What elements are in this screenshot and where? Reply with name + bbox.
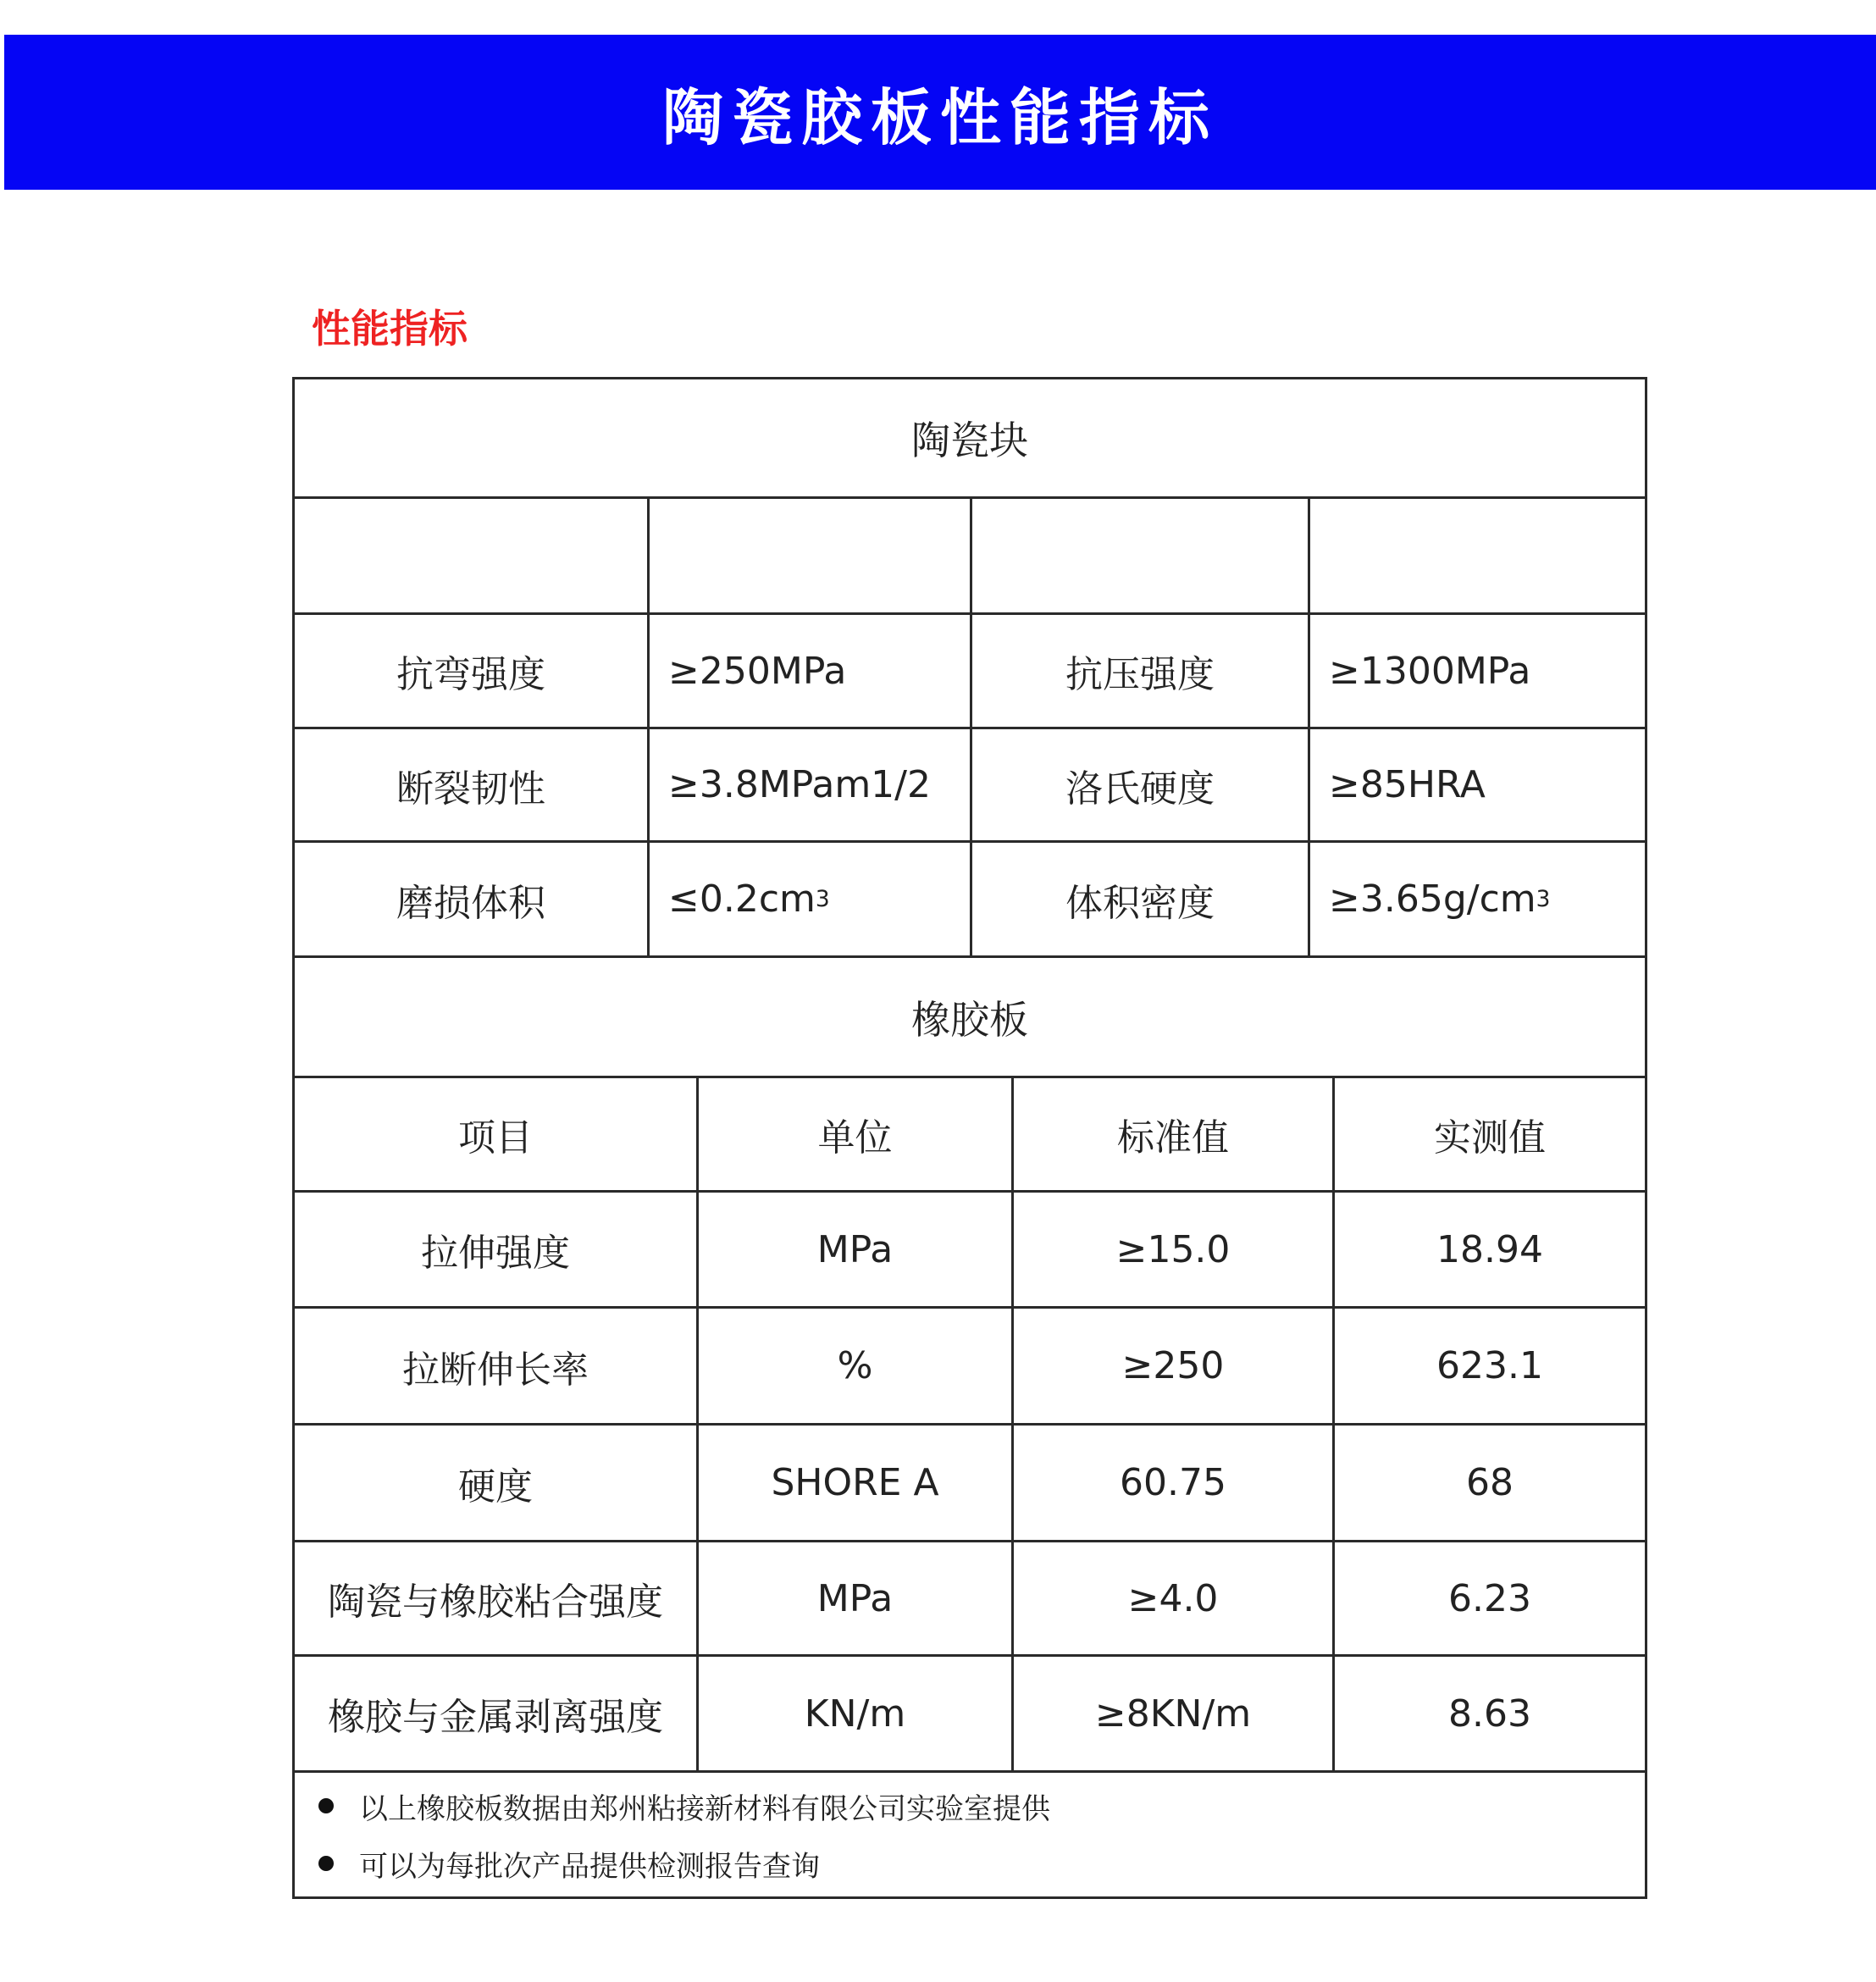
table-row [295, 843, 1645, 958]
item-cell: 硬度 [295, 1426, 699, 1540]
superscript: 3 [1536, 886, 1551, 912]
standard-cell: ≥8KN/m [1014, 1657, 1335, 1770]
bullet-icon [318, 1798, 334, 1813]
table-row [295, 729, 1645, 843]
measured-cell: 68 [1466, 1461, 1514, 1504]
rubber-title: 橡胶板 [911, 996, 1028, 1043]
note-text: 以上橡胶板数据由郑州粘接新材料有限公司实验室提供 [359, 1791, 1050, 1826]
property-label: 体积密度 [972, 843, 1310, 955]
spec-table [292, 377, 1647, 1899]
standard-cell: ≥15.0 [1014, 1193, 1335, 1306]
item-cell: 拉伸强度 [295, 1193, 699, 1306]
column-header: 单位 [699, 1078, 1014, 1190]
ceramic-title: 陶瓷块 [911, 418, 1028, 463]
item-cell: 橡胶与金属剥离强度 [295, 1657, 699, 1770]
measured-cell: 6.23 [1448, 1576, 1531, 1620]
ceramic-title-row [295, 379, 1645, 499]
rubber-title-row [295, 958, 1645, 1078]
property-value [650, 843, 972, 955]
property-value [1310, 843, 1645, 955]
list-item [318, 1835, 1645, 1892]
ceramic-header-cell [295, 499, 650, 612]
value-text: ≥3.65g/cm [1329, 878, 1536, 921]
banner-title: 陶瓷胶板性能指标 [661, 81, 1218, 153]
section-title: 性能指标 [312, 306, 468, 352]
standard-cell: ≥4.0 [1014, 1542, 1335, 1654]
table-row [295, 615, 1645, 729]
superscript: 3 [815, 886, 830, 912]
rubber-header-row [295, 1078, 1645, 1193]
column-header: 项目 [295, 1078, 699, 1190]
note-text: 可以为每批次产品提供检测报告查询 [359, 1849, 820, 1884]
property-value: ≥250MPa [650, 615, 972, 727]
property-label: 洛氏硬度 [972, 729, 1310, 840]
measured-cell: 18.94 [1436, 1227, 1543, 1271]
unit-cell: SHORE A [699, 1426, 1014, 1540]
column-header: 实测值 [1434, 1116, 1546, 1160]
property-value: ≥85HRA [1329, 763, 1486, 806]
ceramic-header-row [295, 499, 1645, 615]
table-row [295, 1193, 1645, 1309]
table-row [295, 1426, 1645, 1542]
notes-list [295, 1777, 1645, 1892]
standard-cell: 60.75 [1014, 1426, 1335, 1540]
bullet-icon [318, 1856, 334, 1871]
property-label: 抗压强度 [972, 615, 1310, 727]
property-label: 断裂韧性 [295, 729, 650, 840]
table-row [295, 1542, 1645, 1657]
property-label: 抗弯强度 [295, 615, 650, 727]
table-row [295, 1657, 1645, 1773]
ceramic-header-cell [1310, 499, 1645, 612]
measured-cell: 8.63 [1448, 1691, 1531, 1736]
value-text: ≤0.2cm [668, 878, 816, 921]
property-value: ≥3.8MPam1/2 [650, 729, 972, 840]
unit-cell: % [699, 1309, 1014, 1423]
property-value: ≥1300MPa [1329, 649, 1531, 693]
header-banner [4, 35, 1876, 190]
measured-cell: 623.1 [1436, 1344, 1543, 1387]
unit-cell: KN/m [699, 1657, 1014, 1770]
standard-cell: ≥250 [1014, 1309, 1335, 1423]
list-item [318, 1777, 1645, 1835]
item-cell: 拉断伸长率 [295, 1309, 699, 1423]
property-label: 磨损体积 [295, 843, 650, 955]
ceramic-header-cell [650, 499, 972, 612]
column-header: 标准值 [1014, 1078, 1335, 1190]
table-row [295, 1309, 1645, 1426]
unit-cell: MPa [699, 1542, 1014, 1654]
item-cell: 陶瓷与橡胶粘合强度 [295, 1542, 699, 1654]
ceramic-header-cell [972, 499, 1310, 612]
unit-cell: MPa [699, 1193, 1014, 1306]
